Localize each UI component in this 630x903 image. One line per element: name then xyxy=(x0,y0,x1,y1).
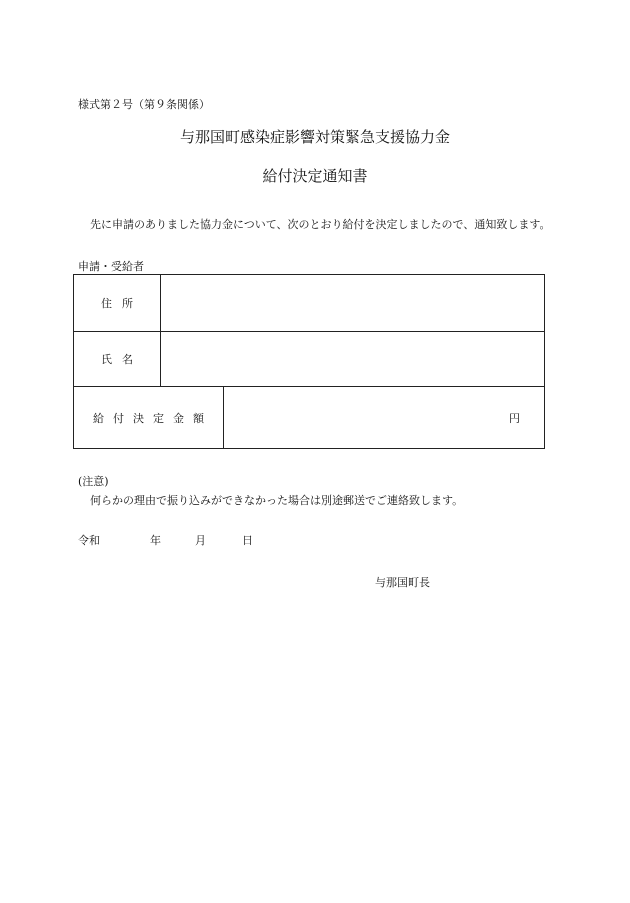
address-row xyxy=(74,275,544,332)
address-label: 住所 xyxy=(74,275,161,331)
form-number: 様式第２号（第９条関係） xyxy=(78,98,210,111)
amount-field[interactable] xyxy=(224,387,544,448)
issuer: 与那国町長 xyxy=(375,576,430,589)
intro-paragraph: 先に申請のありました協力金について、次のとおり給付を決定しましたので、通知致します。 xyxy=(90,218,551,231)
amount-label: 給付決定金額 xyxy=(74,387,224,448)
applicant-section-label: 申請・受給者 xyxy=(78,260,144,273)
date-day-label: 日 xyxy=(242,534,253,547)
note-body: 何らかの理由で振り込みができなかった場合は別途郵送でご連絡致します。 xyxy=(90,494,464,507)
address-field[interactable] xyxy=(161,275,544,331)
applicant-table xyxy=(73,274,545,449)
name-row xyxy=(74,332,544,387)
amount-row xyxy=(74,387,544,448)
document-subtitle: 給付決定通知書 xyxy=(262,167,368,185)
amount-unit: 円 xyxy=(509,411,520,425)
document-title: 与那国町感染症影響対策緊急支援協力金 xyxy=(179,128,450,146)
name-label: 氏名 xyxy=(74,332,161,386)
note-heading: (注意) xyxy=(78,475,109,488)
name-field[interactable] xyxy=(161,332,544,386)
date-era: 令和 xyxy=(78,534,100,547)
date-month-label: 月 xyxy=(195,534,206,547)
date-year-label: 年 xyxy=(150,534,161,547)
